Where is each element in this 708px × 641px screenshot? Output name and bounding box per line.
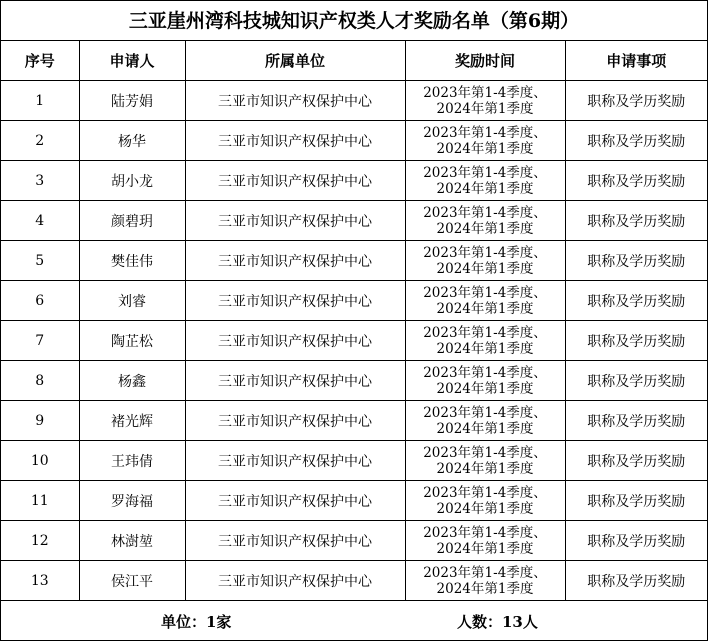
count-summary: 人数：13人 (457, 612, 538, 631)
table-row (1, 401, 707, 441)
cell-award-time (405, 281, 565, 321)
table-row (1, 521, 707, 561)
cell-unit: 三亚市知识产权保护中心 (185, 201, 405, 241)
column-header-application-item: 申请事项 (565, 41, 707, 81)
cell-applicant: 褚光辉 (79, 401, 185, 441)
cell-award-time (405, 481, 565, 521)
cell-number: 7 (1, 321, 79, 361)
award-time-line-1: 2023年第1-4季度、 (423, 244, 547, 261)
cell-application-item: 职称及学历奖励 (565, 201, 707, 241)
cell-applicant: 陶芷松 (79, 321, 185, 361)
cell-award-time (405, 81, 565, 121)
award-time-line-1: 2023年第1-4季度、 (423, 204, 547, 221)
award-time-line-1: 2023年第1-4季度、 (423, 84, 547, 101)
cell-number: 8 (1, 361, 79, 401)
cell-unit: 三亚市知识产权保护中心 (185, 161, 405, 201)
award-time-line-2: 2024年第1季度 (436, 580, 534, 597)
award-time-line-1: 2023年第1-4季度、 (423, 124, 547, 141)
cell-applicant: 杨华 (79, 121, 185, 161)
cell-application-item: 职称及学历奖励 (565, 521, 707, 561)
cell-award-time (405, 241, 565, 281)
cell-unit: 三亚市知识产权保护中心 (185, 81, 405, 121)
table-row (1, 361, 707, 401)
award-time-line-2: 2024年第1季度 (436, 380, 534, 397)
award-time-line-2: 2024年第1季度 (436, 100, 534, 117)
award-time-line-1: 2023年第1-4季度、 (423, 404, 547, 421)
cell-unit: 三亚市知识产权保护中心 (185, 241, 405, 281)
cell-number: 13 (1, 561, 79, 601)
cell-application-item: 职称及学历奖励 (565, 481, 707, 521)
cell-unit: 三亚市知识产权保护中心 (185, 561, 405, 601)
cell-application-item: 职称及学历奖励 (565, 161, 707, 201)
cell-application-item: 职称及学历奖励 (565, 241, 707, 281)
cell-number: 1 (1, 81, 79, 121)
summary-footer (1, 602, 707, 640)
unit-summary: 单位：1家 (161, 612, 232, 631)
cell-applicant: 王玮倩 (79, 441, 185, 481)
cell-number: 4 (1, 201, 79, 241)
cell-application-item: 职称及学历奖励 (565, 321, 707, 361)
cell-applicant: 林澍堃 (79, 521, 185, 561)
cell-award-time (405, 321, 565, 361)
cell-award-time (405, 161, 565, 201)
cell-number: 5 (1, 241, 79, 281)
cell-applicant: 颜碧玥 (79, 201, 185, 241)
cell-unit: 三亚市知识产权保护中心 (185, 521, 405, 561)
cell-unit: 三亚市知识产权保护中心 (185, 361, 405, 401)
cell-award-time (405, 201, 565, 241)
table-row (1, 161, 707, 201)
cell-applicant: 刘睿 (79, 281, 185, 321)
cell-unit: 三亚市知识产权保护中心 (185, 481, 405, 521)
cell-application-item: 职称及学历奖励 (565, 361, 707, 401)
award-time-line-2: 2024年第1季度 (436, 220, 534, 237)
award-time-line-2: 2024年第1季度 (436, 540, 534, 557)
award-time-line-2: 2024年第1季度 (436, 180, 534, 197)
award-time-line-1: 2023年第1-4季度、 (423, 524, 547, 541)
cell-number: 10 (1, 441, 79, 481)
cell-applicant: 罗海福 (79, 481, 185, 521)
cell-application-item: 职称及学历奖励 (565, 281, 707, 321)
table-row (1, 481, 707, 521)
table-row (1, 241, 707, 281)
award-time-line-2: 2024年第1季度 (436, 300, 534, 317)
cell-application-item: 职称及学历奖励 (565, 121, 707, 161)
award-time-line-1: 2023年第1-4季度、 (423, 364, 547, 381)
cell-application-item: 职称及学历奖励 (565, 81, 707, 121)
column-header-award-time: 奖励时间 (405, 41, 565, 81)
table-row (1, 81, 707, 121)
cell-number: 9 (1, 401, 79, 441)
award-time-line-2: 2024年第1季度 (436, 460, 534, 477)
cell-applicant: 胡小龙 (79, 161, 185, 201)
cell-number: 12 (1, 521, 79, 561)
table-header-row (1, 41, 707, 81)
cell-unit: 三亚市知识产权保护中心 (185, 401, 405, 441)
table-row (1, 281, 707, 321)
award-time-line-2: 2024年第1季度 (436, 260, 534, 277)
award-time-line-1: 2023年第1-4季度、 (423, 324, 547, 341)
award-time-line-1: 2023年第1-4季度、 (423, 444, 547, 461)
award-time-line-1: 2023年第1-4季度、 (423, 164, 547, 181)
column-header-number: 序号 (1, 41, 79, 81)
cell-unit: 三亚市知识产权保护中心 (185, 281, 405, 321)
cell-award-time (405, 121, 565, 161)
cell-application-item: 职称及学历奖励 (565, 401, 707, 441)
cell-unit: 三亚市知识产权保护中心 (185, 121, 405, 161)
award-time-line-2: 2024年第1季度 (436, 500, 534, 517)
cell-number: 11 (1, 481, 79, 521)
cell-application-item: 职称及学历奖励 (565, 441, 707, 481)
cell-applicant: 樊佳伟 (79, 241, 185, 281)
column-header-unit: 所属单位 (185, 41, 405, 81)
cell-award-time (405, 441, 565, 481)
cell-applicant: 陆芳娟 (79, 81, 185, 121)
column-header-applicant: 申请人 (79, 41, 185, 81)
cell-number: 3 (1, 161, 79, 201)
award-time-line-1: 2023年第1-4季度、 (423, 284, 547, 301)
table-row (1, 201, 707, 241)
award-time-line-1: 2023年第1-4季度、 (423, 484, 547, 501)
cell-award-time (405, 561, 565, 601)
cell-application-item: 职称及学历奖励 (565, 561, 707, 601)
award-time-line-2: 2024年第1季度 (436, 140, 534, 157)
table-row (1, 441, 707, 481)
cell-number: 6 (1, 281, 79, 321)
cell-unit: 三亚市知识产权保护中心 (185, 321, 405, 361)
award-time-line-2: 2024年第1季度 (436, 340, 534, 357)
cell-applicant: 侯江平 (79, 561, 185, 601)
table-row (1, 321, 707, 361)
award-table (1, 41, 707, 601)
cell-award-time (405, 361, 565, 401)
cell-number: 2 (1, 121, 79, 161)
cell-unit: 三亚市知识产权保护中心 (185, 441, 405, 481)
cell-award-time (405, 401, 565, 441)
award-time-line-1: 2023年第1-4季度、 (423, 564, 547, 581)
cell-applicant: 杨鑫 (79, 361, 185, 401)
page-title: 三亚崖州湾科技城知识产权类人才奖励名单（第6期） (1, 1, 707, 41)
table-row (1, 561, 707, 601)
table-row (1, 121, 707, 161)
award-time-line-2: 2024年第1季度 (436, 420, 534, 437)
cell-award-time (405, 521, 565, 561)
